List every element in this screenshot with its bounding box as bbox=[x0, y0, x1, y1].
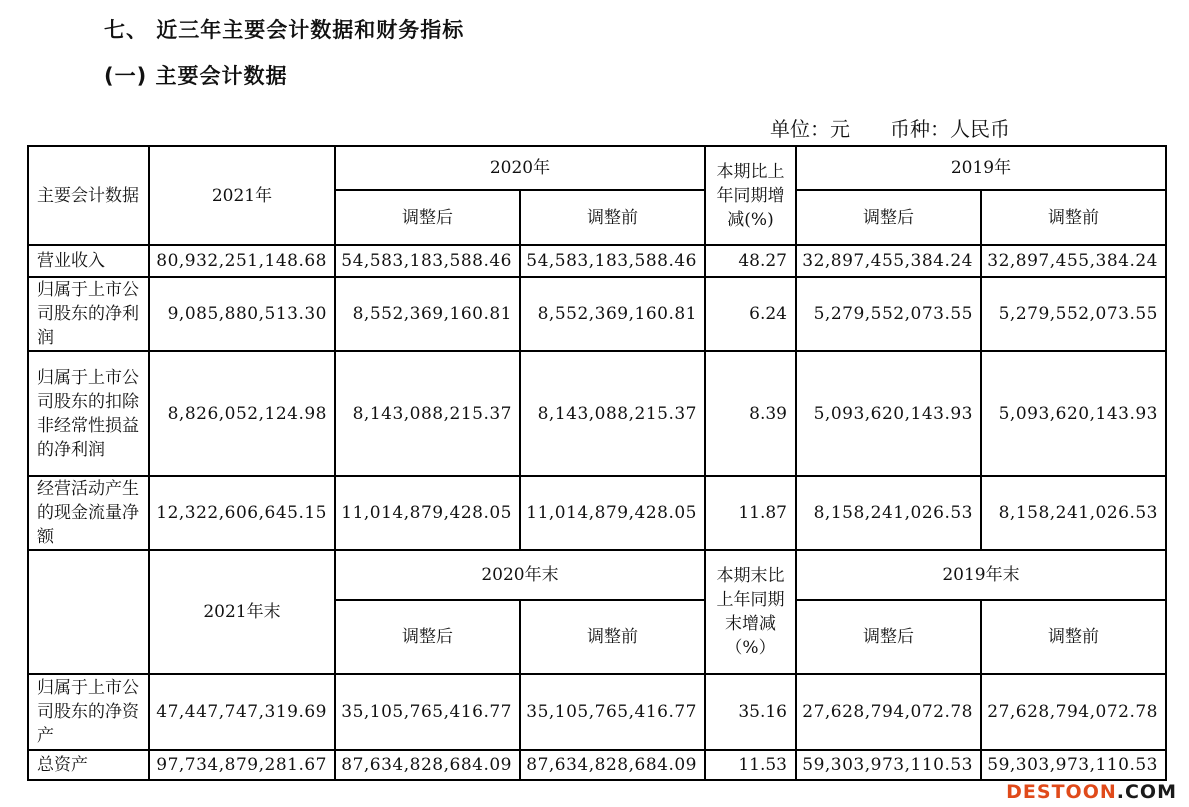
value-2019-adjusted: 59,303,973,110.53 bbox=[796, 750, 981, 780]
row-label: 归属于上市公司股东的净资产 bbox=[28, 674, 149, 750]
watermark-part1: DESTOON bbox=[1006, 781, 1117, 803]
row-label: 营业收入 bbox=[28, 245, 149, 277]
value-2020-unadjusted: 11,014,879,428.05 bbox=[520, 476, 705, 550]
header-2020-unadjusted: 调整前 bbox=[520, 190, 705, 245]
value-2019-unadjusted: 27,628,794,072.78 bbox=[981, 674, 1166, 750]
header-2020-adjusted: 调整后 bbox=[335, 190, 520, 245]
value-2021: 12,322,606,645.15 bbox=[149, 476, 335, 550]
value-change: 6.24 bbox=[705, 277, 796, 351]
accounting-data-table bbox=[27, 145, 1167, 781]
value-2019-unadjusted: 8,158,241,026.53 bbox=[981, 476, 1166, 550]
section-heading: 七、 近三年主要会计数据和财务指标 bbox=[104, 18, 465, 42]
value-2019-unadjusted: 32,897,455,384.24 bbox=[981, 245, 1166, 277]
value-2019-adjusted: 8,158,241,026.53 bbox=[796, 476, 981, 550]
header-2021: 2021年 bbox=[149, 146, 335, 245]
value-2020-unadjusted: 54,583,183,588.46 bbox=[520, 245, 705, 277]
value-change: 11.87 bbox=[705, 476, 796, 550]
header-2019-unadjusted: 调整前 bbox=[981, 190, 1166, 245]
value-2019-unadjusted: 59,303,973,110.53 bbox=[981, 750, 1166, 780]
value-2020-adjusted: 54,583,183,588.46 bbox=[335, 245, 520, 277]
value-2021: 8,826,052,124.98 bbox=[149, 351, 335, 476]
table-row bbox=[28, 245, 1166, 277]
header-change: 本期比上年同期增减(%) bbox=[705, 146, 796, 245]
table-row bbox=[28, 674, 1166, 750]
header-2020-end-adjusted: 调整后 bbox=[335, 600, 520, 674]
row-label: 归属于上市公司股东的净利润 bbox=[28, 277, 149, 351]
row-label: 归属于上市公司股东的扣除非经常性损益的净利润 bbox=[28, 351, 149, 476]
watermark bbox=[1006, 781, 1177, 803]
value-2020-unadjusted: 8,143,088,215.37 bbox=[520, 351, 705, 476]
value-2020-unadjusted: 87,634,828,684.09 bbox=[520, 750, 705, 780]
value-2019-adjusted: 5,093,620,143.93 bbox=[796, 351, 981, 476]
value-2019-adjusted: 5,279,552,073.55 bbox=[796, 277, 981, 351]
value-2021: 80,932,251,148.68 bbox=[149, 245, 335, 277]
value-2021: 47,447,747,319.69 bbox=[149, 674, 335, 750]
header-2019-end: 2019年末 bbox=[796, 550, 1166, 600]
value-change: 11.53 bbox=[705, 750, 796, 780]
value-2020-adjusted: 8,143,088,215.37 bbox=[335, 351, 520, 476]
header-2020: 2020年 bbox=[335, 146, 705, 190]
header-2019: 2019年 bbox=[796, 146, 1166, 190]
value-2019-unadjusted: 5,279,552,073.55 bbox=[981, 277, 1166, 351]
value-2021: 97,734,879,281.67 bbox=[149, 750, 335, 780]
header-2021-end: 2021年末 bbox=[149, 550, 335, 674]
header-2020-end-unadjusted: 调整前 bbox=[520, 600, 705, 674]
value-2019-adjusted: 32,897,455,384.24 bbox=[796, 245, 981, 277]
row-label: 经营活动产生的现金流量净额 bbox=[28, 476, 149, 550]
header-change-end: 本期末比上年同期末增减（%） bbox=[705, 550, 796, 674]
header-blank bbox=[28, 550, 149, 674]
table-row bbox=[28, 277, 1166, 351]
header-2019-end-adjusted: 调整后 bbox=[796, 600, 981, 674]
value-2021: 9,085,880,513.30 bbox=[149, 277, 335, 351]
value-2019-adjusted: 27,628,794,072.78 bbox=[796, 674, 981, 750]
table-row bbox=[28, 476, 1166, 550]
row-label: 总资产 bbox=[28, 750, 149, 780]
value-change: 35.16 bbox=[705, 674, 796, 750]
value-change: 8.39 bbox=[705, 351, 796, 476]
value-2020-unadjusted: 8,552,369,160.81 bbox=[520, 277, 705, 351]
unit-label: 单位：元 bbox=[770, 117, 850, 141]
value-2019-unadjusted: 5,093,620,143.93 bbox=[981, 351, 1166, 476]
value-2020-adjusted: 11,014,879,428.05 bbox=[335, 476, 520, 550]
unit-note bbox=[770, 113, 1010, 142]
value-2020-unadjusted: 35,105,765,416.77 bbox=[520, 674, 705, 750]
currency-label: 币种：人民币 bbox=[890, 117, 1010, 141]
table-row bbox=[28, 351, 1166, 476]
header-2019-adjusted: 调整后 bbox=[796, 190, 981, 245]
value-2020-adjusted: 35,105,765,416.77 bbox=[335, 674, 520, 750]
header-2020-end: 2020年末 bbox=[335, 550, 705, 600]
value-2020-adjusted: 8,552,369,160.81 bbox=[335, 277, 520, 351]
table-row bbox=[28, 750, 1166, 780]
watermark-part2: .COM bbox=[1116, 781, 1177, 803]
header-2019-end-unadjusted: 调整前 bbox=[981, 600, 1166, 674]
value-2020-adjusted: 87,634,828,684.09 bbox=[335, 750, 520, 780]
value-change: 48.27 bbox=[705, 245, 796, 277]
header-main-data: 主要会计数据 bbox=[28, 146, 149, 245]
subsection-heading: (一) 主要会计数据 bbox=[104, 64, 288, 88]
